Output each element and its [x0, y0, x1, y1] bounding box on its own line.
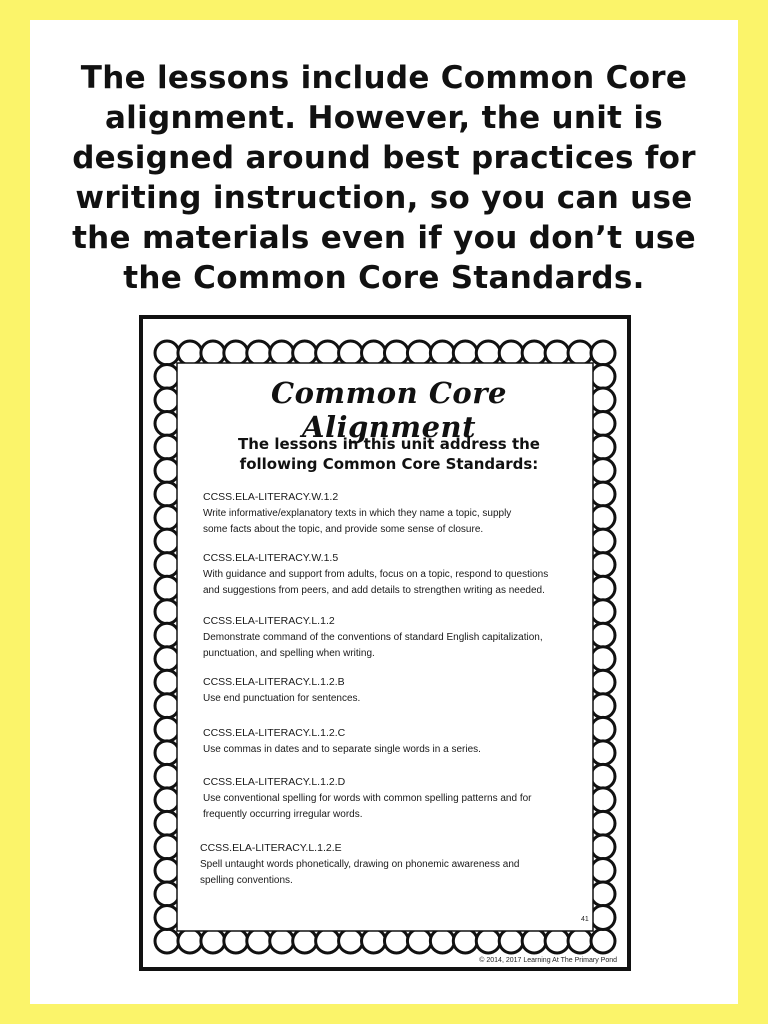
- standard-description: Use commas in dates and to separate single words in a series.: [203, 744, 481, 755]
- scallop-icon: [155, 764, 179, 788]
- standard-code: CCSS.ELA-LITERACY.L.1.2: [203, 615, 335, 627]
- standard-description: Use conventional spelling for words with common spelling patterns and for: [203, 793, 532, 804]
- scallop-icon: [499, 341, 523, 365]
- document-title: Common Core Alignment: [271, 376, 507, 444]
- document-intro: [183, 434, 595, 474]
- standard-l-1-2-b: [203, 675, 588, 707]
- scallop-icon: [430, 341, 454, 365]
- standard-description: some facts about the topic, and provide some sense of closure.: [203, 523, 484, 535]
- standard-code: CCSS.ELA-LITERACY.L.1.2.C: [203, 727, 346, 739]
- scallop-icon: [155, 482, 179, 506]
- scallop-icon: [155, 670, 179, 694]
- scallop-icon: [155, 741, 179, 765]
- standard-description: With guidance and support from adults, focus on a topic, respond to questions: [203, 569, 549, 580]
- scallop-icon: [155, 553, 179, 577]
- standard-l-1-2: [203, 614, 588, 661]
- scallop-icon: [293, 341, 317, 365]
- intro-line: following Common Core Standards:: [239, 455, 539, 473]
- intro-line: The lessons in this unit address the: [238, 435, 540, 453]
- scallop-icon: [591, 341, 615, 365]
- standard-code: CCSS.ELA-LITERACY.W.1.5: [203, 552, 339, 564]
- scallop-icon: [155, 576, 179, 600]
- standard-description: and suggestions from peers, and add details to strengthen writing as needed.: [203, 584, 545, 596]
- headline-line: alignment. However, the unit is: [104, 100, 664, 136]
- scallop-icon: [155, 905, 179, 929]
- headline-line: The lessons include Common Core: [80, 60, 688, 96]
- scallop-icon: [155, 365, 179, 389]
- scallop-icon: [545, 341, 569, 365]
- scallop-icon: [247, 341, 271, 365]
- scallop-icon: [201, 341, 225, 365]
- scallop-icon: [362, 341, 386, 365]
- page-number: 41: [581, 916, 589, 923]
- standard-code: CCSS.ELA-LITERACY.L.1.2.B: [203, 676, 345, 688]
- scallop-icon: [339, 341, 363, 365]
- scallop-icon: [453, 341, 477, 365]
- standard-code: CCSS.ELA-LITERACY.L.1.2.E: [200, 842, 342, 854]
- standard-description: frequently occurring irregular words.: [203, 808, 363, 820]
- document-page: [139, 315, 631, 971]
- scallop-icon: [178, 341, 202, 365]
- standard-description: Use end punctuation for sentences.: [203, 693, 361, 704]
- scallop-icon: [155, 341, 179, 365]
- document-body: [183, 364, 595, 934]
- headline: [70, 58, 698, 298]
- headline-line: the Common Core Standards.: [123, 260, 645, 296]
- scallop-icon: [316, 341, 340, 365]
- standard-code: CCSS.ELA-LITERACY.L.1.2.D: [203, 776, 346, 788]
- scallop-icon: [476, 341, 500, 365]
- scallop-icon: [155, 788, 179, 812]
- scallop-icon: [155, 529, 179, 553]
- scallop-icon: [155, 388, 179, 412]
- scallop-icon: [224, 341, 248, 365]
- scallop-icon: [407, 341, 431, 365]
- standard-description: Write informative/explanatory texts in which they name a topic, supply: [203, 508, 512, 519]
- scallop-icon: [155, 882, 179, 906]
- scallop-icon: [155, 506, 179, 530]
- standard-description: spelling conventions.: [200, 874, 293, 886]
- scallop-icon: [155, 835, 179, 859]
- scallop-icon: [155, 929, 179, 953]
- scallop-icon: [155, 412, 179, 436]
- standard-description: Demonstrate command of the conventions of standard English capitalization,: [203, 632, 543, 643]
- standard-w-1-2: [203, 490, 588, 537]
- scallop-icon: [155, 623, 179, 647]
- scallop-icon: [522, 341, 546, 365]
- scallop-icon: [155, 600, 179, 624]
- standard-w-1-5: [203, 551, 588, 598]
- scallop-icon: [155, 858, 179, 882]
- standard-description: punctuation, and spelling when writing.: [203, 647, 375, 659]
- standard-description: Spell untaught words phonetically, drawing on phonemic awareness and: [200, 859, 520, 870]
- headline-line: writing instruction, so you can use: [75, 180, 693, 216]
- standard-l-1-2-e: [200, 841, 585, 888]
- standard-l-1-2-c: [203, 726, 588, 758]
- scallop-icon: [568, 341, 592, 365]
- scallop-icon: [155, 811, 179, 835]
- standard-code: CCSS.ELA-LITERACY.W.1.2: [203, 491, 339, 503]
- scallop-icon: [155, 717, 179, 741]
- copyright-notice: © 2014, 2017 Learning At The Primary Pond: [479, 957, 617, 964]
- scallop-icon: [155, 435, 179, 459]
- scallop-icon: [155, 647, 179, 671]
- scallop-icon: [384, 341, 408, 365]
- standard-l-1-2-d: [203, 775, 588, 822]
- scallop-icon: [155, 459, 179, 483]
- headline-line: designed around best practices for: [72, 140, 696, 176]
- scallop-icon: [270, 341, 294, 365]
- scallop-icon: [155, 694, 179, 718]
- headline-line: the materials even if you don’t use: [72, 220, 696, 256]
